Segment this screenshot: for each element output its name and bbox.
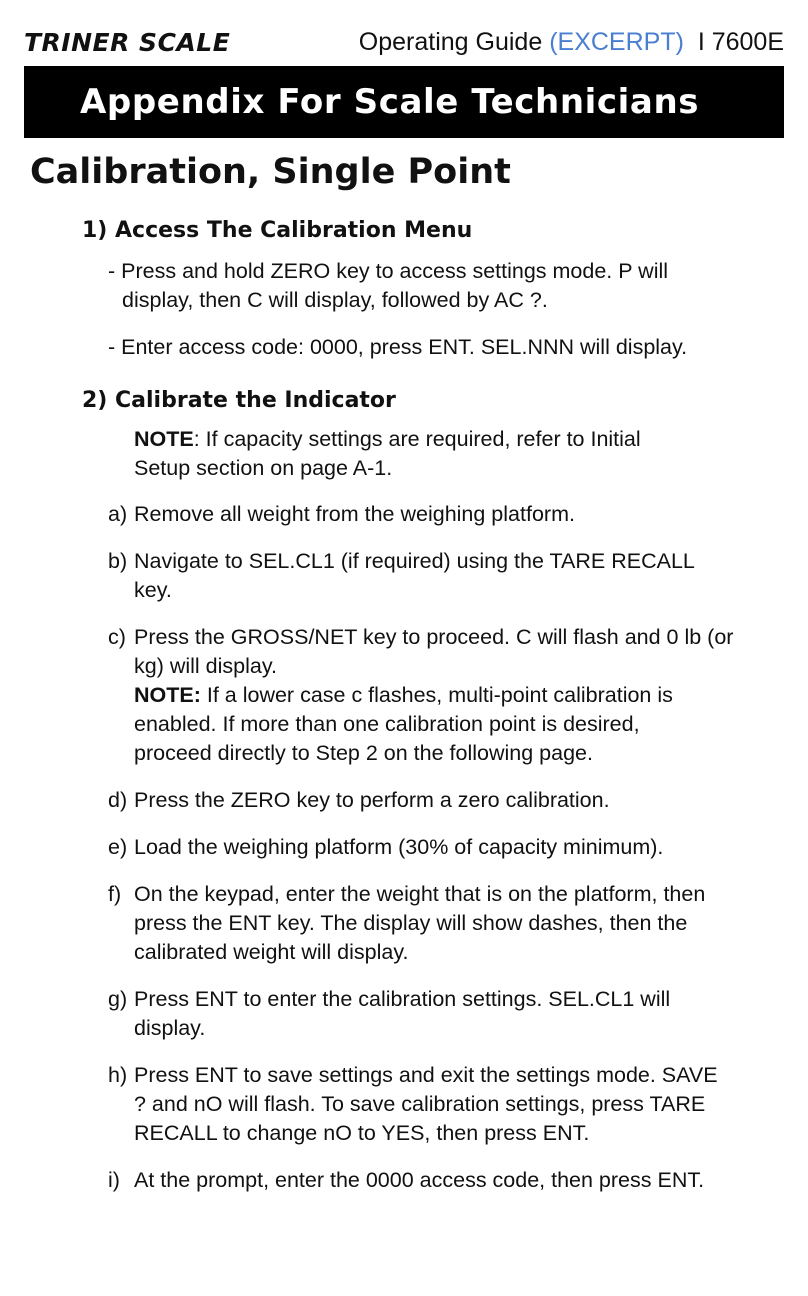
appendix-banner [24,66,784,138]
guide-title [359,28,784,57]
item-text: Load the weighing platform (30% of capacity minimum). [134,835,664,859]
list-item-c [108,623,734,681]
item-text: Navigate to SEL.CL1 (if required) using the TARE RECALL key. [134,549,695,602]
note-label: NOTE [134,427,194,451]
item-c-note [134,681,694,768]
item-label: c) [108,625,126,649]
brand-logo: TRINER SCALE [24,28,231,57]
item-text: Press ENT to save settings and exit the settings mode. SAVE ? and nO will flash. To save calibration settings, press TARE RECALL to change nO to YES, then press ENT. [134,1063,718,1145]
list-item-d [108,786,734,815]
item-label: d) [108,788,128,812]
section-title: Calibration, Single Point [30,152,511,192]
step2-heading: 2) Calibrate the Indicator [82,388,396,413]
step1-item: - Press and hold ZERO key to access settings mode. P will display, then C will display, followed by AC ?. [108,259,669,312]
guide-excerpt: (EXCERPT) [549,28,684,56]
item-label: e) [108,835,128,859]
note-label: NOTE: [134,683,201,707]
item-text: Press the GROSS/NET key to proceed. C will flash and 0 lb (or kg) will display. [134,625,734,678]
list-item-b [108,547,734,605]
list-item-h [108,1061,734,1148]
banner-title: Appendix For Scale Technicians [80,82,700,122]
content-body [0,218,808,1195]
guide-prefix: Operating Guide [358,28,550,56]
item-label: f) [108,882,122,906]
item-label: b) [108,549,128,573]
item-text: At the prompt, enter the 0000 access code, then press ENT. [134,1168,705,1192]
note-text: : If capacity settings are required, refer to Initial Setup section on page A-1. [134,427,641,480]
item-text: Press ENT to enter the calibration settings. SEL.CL1 will display. [134,987,671,1040]
list-item-f [108,880,734,967]
step2-note [134,425,694,483]
item-label: a) [108,502,128,526]
item-text: Press the ZERO key to perform a zero calibration. [134,788,610,812]
item-text: On the keypad, enter the weight that is on the platform, then press the ENT key. The display will show dashes, then the calibrated weight will display. [134,882,706,964]
item-label: h) [108,1063,128,1087]
note-text: If a lower case c flashes, multi-point calibration is enabled. If more than one calibration point is desired, proceed directly to Step 2 on the following page. [134,683,673,765]
list-item-g [108,985,734,1043]
item-label: g) [108,987,128,1011]
step1-item: - Enter access code: 0000, press ENT. SEL.NNN will display. [108,335,688,359]
guide-model: I 7600E [683,28,784,56]
item-text: Remove all weight from the weighing platform. [134,502,575,526]
page-header [24,26,784,62]
step1-heading: 1) Access The Calibration Menu [82,218,473,243]
list-item-i [108,1166,734,1195]
list-item-a [108,500,734,529]
item-label: i) [108,1168,120,1192]
list-item-e [108,833,734,862]
